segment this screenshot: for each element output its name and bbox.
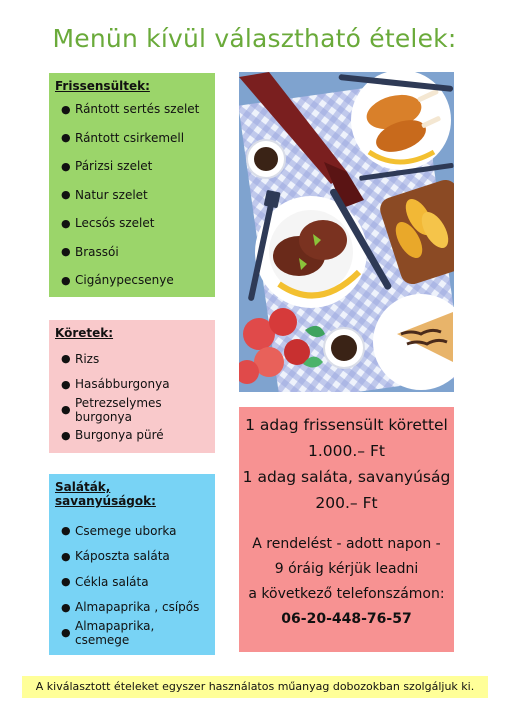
price-info-box	[239, 407, 454, 652]
list-item: ● Almapaprika , csípős	[61, 600, 200, 615]
bullet-icon: ●	[61, 428, 71, 442]
food-illustration	[239, 72, 454, 392]
list-item: ● Natur szelet	[61, 187, 148, 202]
order-text-1: A rendelést - adott napon -	[252, 536, 441, 552]
order-text-2: 9 óráig kérjük leadni	[274, 561, 419, 577]
sides-heading: Köretek:	[55, 326, 114, 340]
coffee-cup-icon	[324, 328, 364, 368]
list-item: ● Rántott csirkemell	[61, 130, 185, 145]
fresh-list	[55, 95, 209, 295]
price-salad: 200.– Ft	[315, 494, 378, 512]
bullet-icon: ●	[61, 102, 71, 116]
list-item: ● Petrezselymes burgonya	[61, 395, 162, 424]
bullet-icon: ●	[61, 159, 71, 173]
bullet-icon: ●	[61, 216, 71, 230]
coffee-cup-icon	[247, 140, 285, 178]
bullet-icon: ●	[61, 273, 71, 287]
list-item: ● Káposzta saláta	[61, 549, 170, 564]
fresh-heading: Frissensültek:	[55, 79, 150, 93]
list-item: ● Rántott sertés szelet	[61, 102, 200, 117]
price-line-salad: 1 adag saláta, savanyúság	[242, 468, 451, 486]
fresh-dishes-box	[49, 73, 215, 297]
list-item: ● Hasábburgonya	[61, 377, 170, 392]
sides-list	[55, 346, 209, 448]
page-title: Menün kívül választható ételek:	[52, 24, 457, 53]
list-item: ● Almapaprika, csemege	[61, 618, 155, 647]
bullet-icon: ●	[61, 549, 71, 563]
list-item: ● Rizs	[61, 351, 100, 366]
bullet-icon: ●	[61, 377, 71, 391]
phone-number: 06-20-448-76-57	[281, 611, 412, 627]
price-line-fresh: 1 adag frissensült körettel	[245, 416, 448, 434]
bullet-icon: ●	[61, 524, 71, 538]
bullet-icon: ●	[61, 352, 71, 366]
footer-note: A kiválasztott ételeket egyszer használatos műanyag dobozokban szolgáljuk ki.	[22, 676, 488, 698]
list-item: ● Cigánypecsenye	[61, 273, 174, 288]
bullet-icon: ●	[61, 600, 71, 614]
bullet-icon: ●	[61, 575, 71, 589]
side-dishes-box	[49, 320, 215, 453]
salads-list	[55, 518, 209, 646]
list-item: ● Párizsi szelet	[61, 159, 153, 174]
list-item: ● Brassói	[61, 244, 119, 259]
list-item: ● Csemege uborka	[61, 523, 177, 538]
price-fresh: 1.000.– Ft	[308, 442, 385, 460]
bullet-icon: ●	[61, 188, 71, 202]
list-item: ● Cékla saláta	[61, 574, 149, 589]
bullet-icon: ●	[61, 245, 71, 259]
list-item: ● Burgonya püré	[61, 428, 164, 443]
order-text-3: a következő telefonszámon:	[248, 586, 445, 602]
salads-box	[49, 474, 215, 655]
bullet-icon: ●	[61, 403, 71, 417]
bullet-icon: ●	[61, 131, 71, 145]
salads-heading: Saláták, savanyúságok:	[55, 480, 156, 508]
list-item: ● Lecsós szelet	[61, 216, 155, 231]
bullet-icon: ●	[61, 626, 71, 640]
